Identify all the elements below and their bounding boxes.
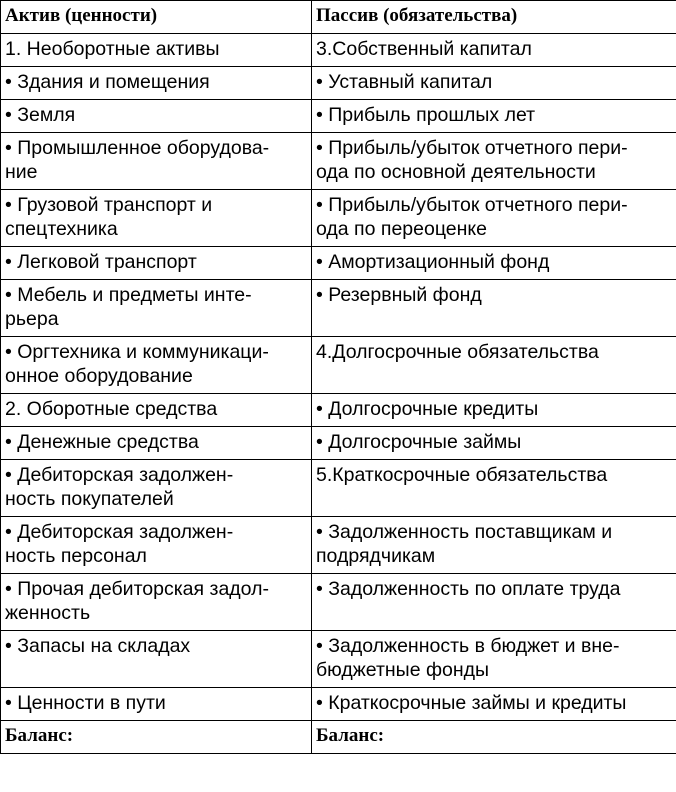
liability-cell: • Резервный фонд [312,280,676,337]
liability-cell: • Уставный капитал [312,67,676,100]
table-row [1,631,676,688]
asset-cell: • Промышленное оборудова- ние [1,133,312,190]
asset-cell: • Мебель и предметы инте- рьера [1,280,312,337]
liability-cell: 5.Краткосрочные обязательства [312,460,676,517]
table-row [1,427,676,460]
liability-cell: • Прибыль/убыток отчетного пери- ода по переоценке [312,190,676,247]
table-row [1,394,676,427]
asset-cell: • Дебиторская задолжен- ность покупателей [1,460,312,517]
table-row [1,337,676,394]
header-row [1,1,676,34]
liabilities-balance-total: Баланс: [312,721,676,754]
asset-cell: • Оргтехника и коммуникаци- онное оборудование [1,337,312,394]
liability-cell: • Прибыль прошлых лет [312,100,676,133]
liability-cell: • Задолженность по оплате труда [312,574,676,631]
liability-cell: • Прибыль/убыток отчетного пери- ода по основной деятельности [312,133,676,190]
liability-cell: • Краткосрочные займы и кредиты [312,688,676,721]
assets-header: Актив (ценности) [1,1,312,34]
asset-cell: • Денежные средства [1,427,312,460]
asset-cell: • Легковой транспорт [1,247,312,280]
asset-cell: • Земля [1,100,312,133]
table-row [1,133,676,190]
table-row [1,280,676,337]
table-row [1,460,676,517]
liabilities-header: Пассив (обязательства) [312,1,676,34]
table-row [1,34,676,67]
table-row [1,517,676,574]
assets-balance-total: Баланс: [1,721,312,754]
asset-cell: • Ценности в пути [1,688,312,721]
table-row [1,574,676,631]
asset-cell: • Запасы на складах [1,631,312,688]
table-row [1,190,676,247]
asset-cell: • Грузовой транспорт и спецтехника [1,190,312,247]
asset-cell: • Дебиторская задолжен- ность персонал [1,517,312,574]
liability-cell: 3.Собственный капитал [312,34,676,67]
table-row [1,247,676,280]
asset-cell: 1. Необоротные активы [1,34,312,67]
asset-cell: 2. Оборотные средства [1,394,312,427]
liability-cell: • Амортизационный фонд [312,247,676,280]
asset-cell: • Прочая дебиторская задол- женность [1,574,312,631]
table-row [1,100,676,133]
table-row [1,688,676,721]
liability-cell: • Долгосрочные займы [312,427,676,460]
liability-cell: • Задолженность поставщикам и подрядчикам [312,517,676,574]
asset-cell: • Здания и помещения [1,67,312,100]
totals-row [1,721,676,754]
liability-cell: 4.Долгосрочные обязательства [312,337,676,394]
liability-cell: • Долгосрочные кредиты [312,394,676,427]
table-row [1,67,676,100]
liability-cell: • Задолженность в бюджет и вне- бюджетные фонды [312,631,676,688]
